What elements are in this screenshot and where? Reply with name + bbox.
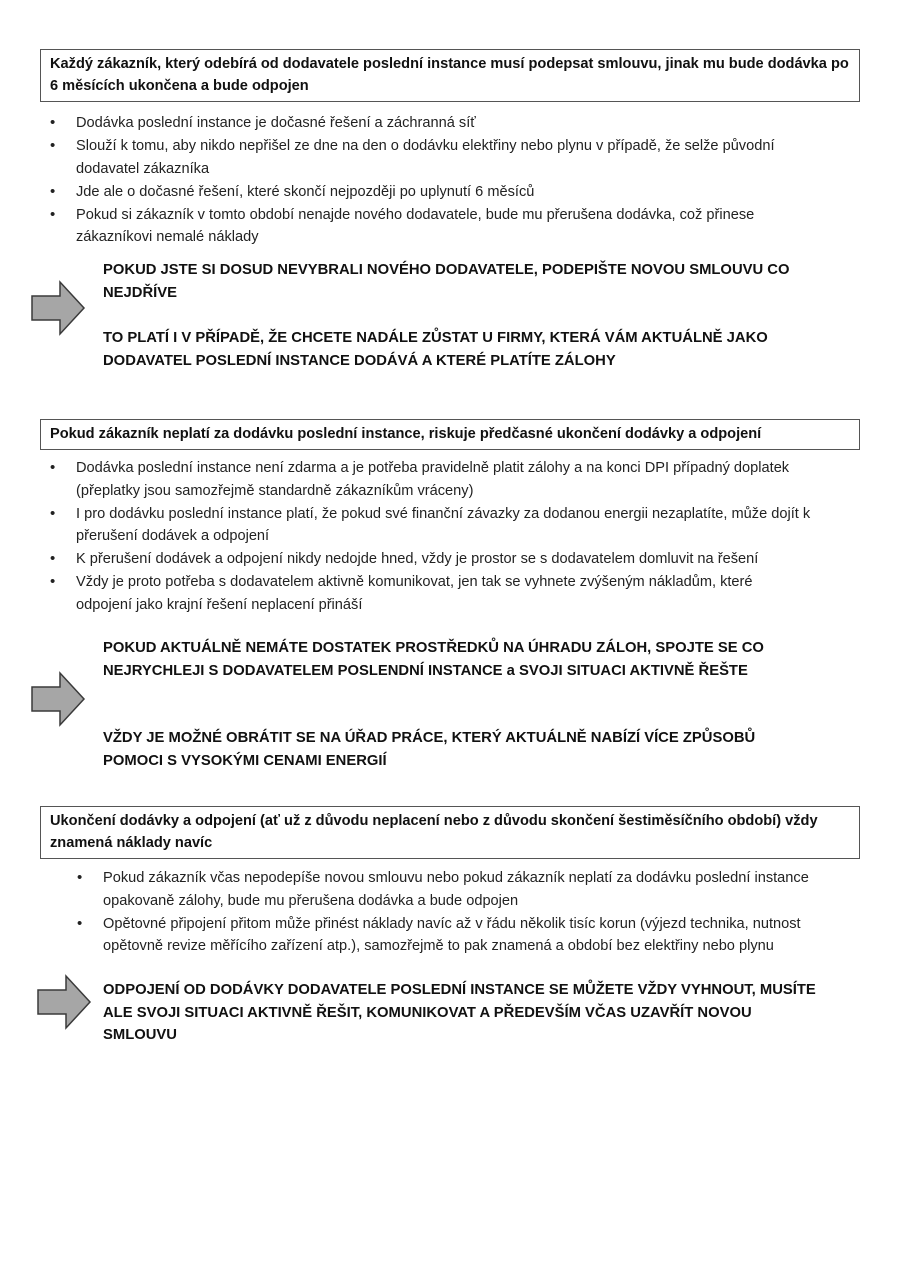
right-arrow-icon bbox=[30, 671, 86, 727]
section1-callout-1: POKUD JSTE SI DOSUD NEVYBRALI NOVÉHO DODAVATELE, PODEPIŠTE NOVOU SMLOUVU CO NEJDŘÍVE bbox=[103, 262, 790, 301]
list-item: • I pro dodávku poslední instance platí, že pokud své finanční závazky za dodanou energii nezaplatíte, může dojít k přerušení dodávek a odpojení bbox=[50, 504, 811, 544]
section2-callout-2: VŽDY JE MOŽNÉ OBRÁTIT SE NA ÚŘAD PRÁCE, KTERÝ AKTUÁLNĚ NABÍZÍ VÍCE ZPŮSOBŮ POMOCI S VYSOKÝMI CENAMI ENERGIÍ bbox=[103, 730, 756, 769]
bullet-icon: • bbox=[50, 114, 56, 131]
section1-heading: Každý zákazník, který odebírá od dodavatele poslední instance musí podepsat smlouvu, jinak mu bude dodávka po 6 měsících ukončena a bude odpojen bbox=[50, 56, 849, 94]
list-item: • Pokud zákazník včas nepodepíše novou smlouvu nebo pokud zákazník neplatí za dodávku poslední instance opakovaně zálohy, bude mu přerušena dodávka a bude odpojen bbox=[77, 869, 809, 909]
bullet-icon: • bbox=[50, 459, 56, 476]
bullet-icon: • bbox=[77, 869, 83, 886]
section2-heading: Pokud zákazník neplatí za dodávku poslední instance, riskuje předčasné ukončení dodávky a odpojení bbox=[50, 426, 762, 442]
section2-callout-1: POKUD AKTUÁLNĚ NEMÁTE DOSTATEK PROSTŘEDKŮ NA ÚHRADU ZÁLOH, SPOJTE SE CO NEJRYCHLEJI S DODAVATELEM POSLENDNÍ INSTANCE a SVOJI SITUACI AKTIVNĚ ŘEŠTE bbox=[103, 640, 764, 679]
list-item: • Dodávka poslední instance není zdarma a je potřeba pravidelně platit zálohy a na konci DPI případný doplatek (přeplatky jsou samozřejmě standardně zákazníkům vráceny) bbox=[50, 459, 790, 499]
list-item: • Slouží k tomu, aby nikdo nepřišel ze dne na den o dodávku elektřiny nebo plynu v případě, že selže původní dodavatel zákazníka bbox=[50, 137, 775, 177]
section2-bullet-list bbox=[50, 457, 840, 617]
list-item: • Vždy je proto potřeba s dodavatelem aktivně komunikovat, jen tak se vyhnete zvýšeným nákladům, které odpojení jako krajní řešení neplacení přináší bbox=[50, 573, 753, 613]
section2-heading-box bbox=[40, 419, 860, 450]
bullet-icon: • bbox=[50, 550, 56, 567]
section3-callout-1: ODPOJENÍ OD DODÁVKY DODAVATELE POSLEDNÍ INSTANCE SE MŮŽETE VŽDY VYHNOUT, MUSÍTE ALE SVOJI SITUACI AKTIVNĚ ŘEŠIT, KOMUNIKOVAT A PŘEDEVŠÍM VČAS UZAVŘÍT NOVOU SMLOUVU bbox=[103, 982, 816, 1043]
list-item: • Opětovné připojení přitom může přinést náklady navíc až v řádu několik tisíc korun (výjezd technika, nutnost opětovně revize měřícího zařízení atp.), samozřejmě to pak znamená a období bez elektřiny nebo plynu bbox=[77, 914, 801, 954]
bullet-icon: • bbox=[50, 504, 56, 522]
list-item: • Dodávka poslední instance je dočasné řešení a záchranná síť bbox=[50, 112, 840, 135]
section1-heading-box bbox=[40, 49, 860, 102]
section3-heading: Ukončení dodávky a odpojení (ať už z důvodu neplacení nebo z důvodu skončení šestiměsíčního období) vždy znamená náklady navíc bbox=[50, 813, 818, 851]
section3-heading-box bbox=[40, 806, 860, 859]
list-item: • K přerušení dodávek a odpojení nikdy nedojde hned, vždy je prostor se s dodavatelem domluvit na řešení bbox=[50, 548, 840, 571]
section1-bullet-list bbox=[50, 112, 840, 249]
bullet-icon: • bbox=[77, 914, 83, 932]
list-item: • Pokud si zákazník v tomto období nenajde nového dodavatele, bude mu přerušena dodávka, což přinese zákazníkovi nemalé náklady bbox=[50, 205, 755, 245]
right-arrow-icon bbox=[36, 974, 92, 1030]
bullet-icon: • bbox=[50, 182, 56, 200]
right-arrow-icon bbox=[30, 280, 86, 336]
section3-bullet-list bbox=[77, 867, 842, 958]
bullet-icon: • bbox=[50, 205, 56, 223]
bullet-icon: • bbox=[50, 573, 56, 590]
list-item: • Jde ale o dočasné řešení, které skončí nejpozději po uplynutí 6 měsíců bbox=[50, 181, 840, 204]
bullet-icon: • bbox=[50, 137, 56, 154]
section1-callout-2: TO PLATÍ I V PŘÍPADĚ, ŽE CHCETE NADÁLE ZŮSTAT U FIRMY, KTERÁ VÁM AKTUÁLNĚ JAKO DODAVATEL POSLEDNÍ INSTANCE DODÁVÁ A KTERÉ PLATÍTE ZÁLOHY bbox=[103, 330, 768, 369]
